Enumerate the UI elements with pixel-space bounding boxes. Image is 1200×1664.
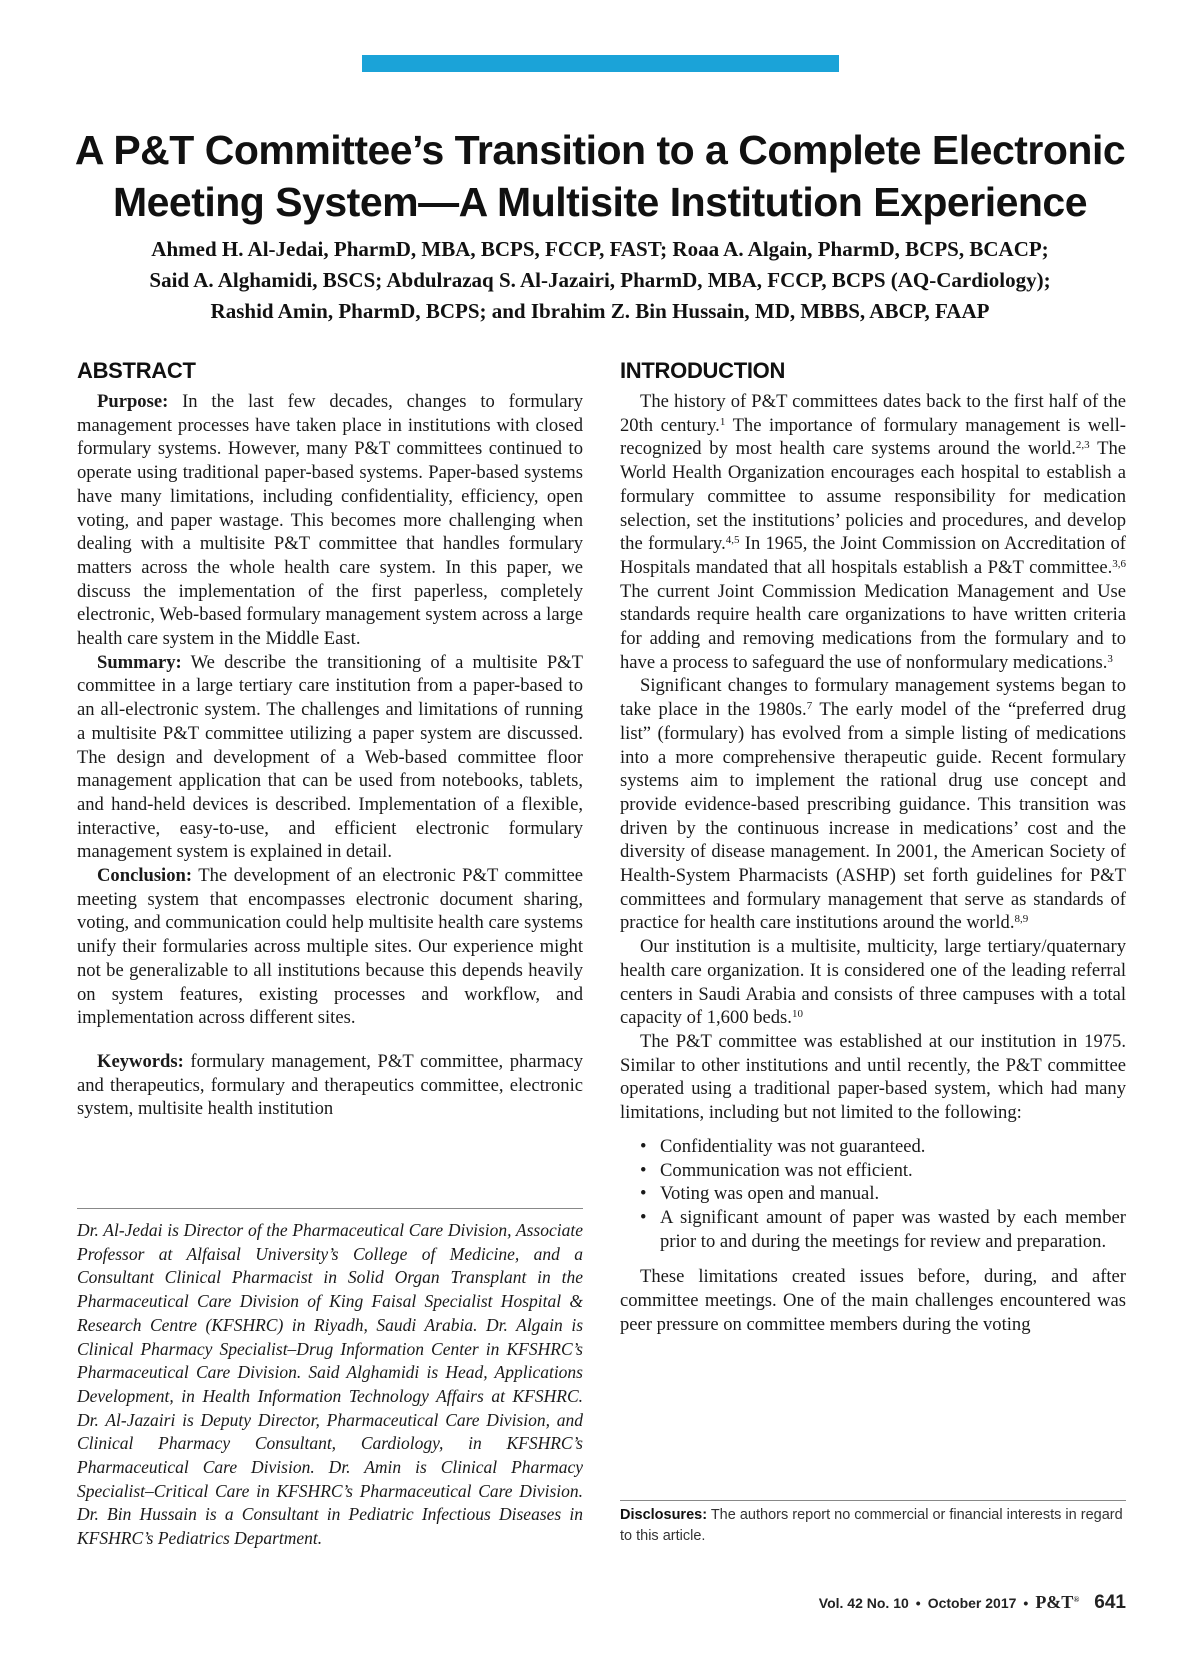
- intro-paragraph-5: These limitations created issues before, during, and after committee meetings. One of the main challenges encountered was peer pressure on committee members during the voting: [620, 1266, 1126, 1335]
- keywords-label: Keywords:: [97, 1050, 184, 1072]
- intro-paragraph-4: The P&T committee was established at our institution in 1975. Similar to other institutions and until recently, the P&T committee operated using a traditional paper-based system, which had many limitations, including but not limited to the following:: [620, 1030, 1126, 1124]
- title-line-2: Meeting System—A Multisite Institution Experience: [112, 179, 1088, 225]
- author-line-1: Ahmed H. Al-Jedai, PharmD, MBA, BCPS, FCCP, FAST; Roaa A. Algain, PharmD, BCPS, BCACP;: [151, 237, 1049, 261]
- list-item: • Communication was not efficient.: [640, 1159, 913, 1181]
- list-item: • Confidentiality was not guaranteed.: [640, 1135, 926, 1157]
- purpose-label: Purpose:: [97, 391, 169, 412]
- keywords-text: formulary management, P&T committee, pharmacy and therapeutics, formulary and therapeutics committee, electronic system, multisite health institution: [77, 1050, 584, 1120]
- disclosures-text: The authors report no commercial or financial interests in regard to this article.: [620, 1507, 1123, 1544]
- intro-paragraph-2: Significant changes to formulary management systems began to take place in the 1980s.$^7$ The early model of the “preferred drug list” (formulary) has evolved from a simple listing of medications into a more comprehensive therapeutic guide. Recent formulary systems aim to implement the rational drug use concept and provide evidence-based prescribing guidance. This transition was driven by the continuous increase in medications’ cost and the diversity of disease management. In 2001, the American Society of Health-System Pharmacists (ASHP) set forth guidelines for P&T committees and formulary management that serve as standards of practice for health care institutions around the world.$^{8,9}$: [620, 675, 1126, 934]
- footer-date: October 2017: [927, 1595, 1017, 1611]
- introduction-heading: INTRODUCTION: [620, 358, 786, 383]
- summary-label: Summary:: [97, 651, 182, 673]
- disclosures-label: Disclosures:: [620, 1507, 708, 1523]
- disclosures: [620, 1505, 1126, 1547]
- author-line-3: Rashid Amin, PharmD, BCPS; and Ibrahim Z. Bin Hussain, MD, MBBS, ABCP, FAAP: [210, 299, 990, 323]
- author-line-2: Said A. Alghamidi, BSCS; Abdulrazaq S. Al-Jazairi, PharmD, MBA, FCCP, BCPS (AQ-Cardiology);: [149, 268, 1051, 292]
- footer-separator: •: [915, 1595, 921, 1611]
- page-number: 641: [1094, 1592, 1126, 1613]
- footer-volume: Vol. 42 No. 10: [818, 1595, 909, 1611]
- footer-separator: •: [1023, 1595, 1029, 1611]
- summary-text: We describe the transitioning of a multisite P&T committee in a large tertiary care institution from a paper-based to an all-electronic system. The challenges and limitations of running a multisite P&T committee utilizing a paper system are discussed. The design and development of a Web-based committee floor management application that can be used from notebooks, tablets, and hand-held devices is described. Implementation of a flexible, interactive, easy-to-use, and efficient electronic formulary management system is explained in detail.: [77, 651, 583, 863]
- abstract-purpose: [77, 390, 583, 651]
- limitations-list: [620, 1135, 1126, 1254]
- purpose-text: In the last few decades, changes to formulary management processes have taken place in institutions with closed formulary systems. However, many P&T committees continued to operate using traditional paper-based systems. Paper-based systems have many limitations, including confidentiality, efficiency, open voting, and paper wastage. This becomes more challenging when dealing with a multisite P&T committee that handles formulary matters across the whole health care system. In this paper, we discuss the implementation of the first paperless, completely electronic, Web-based formulary management system across a large health care system in the Middle East.: [77, 391, 583, 650]
- bio-divider: [77, 1208, 583, 1209]
- abstract-summary: [77, 651, 583, 864]
- author-bio: Dr. Al-Jedai is Director of the Pharmaceutical Care Division, Associate Professor at Alfaisal University’s College of Medicine, and a Consultant Clinical Pharmacist in Solid Organ Transplant in the Pharmaceutical Care Division of King Faisal Specialist Hospital & Research Centre (KFSHRC) in Riyadh, Saudi Arabia. Dr. Algain is Clinical Pharmacy Specialist–Drug Information Center in KFSHRC’s Pharmaceutical Care Division. Said Alghamidi is Head, Applications Development, in Health Information Technology Affairs at KFSHRC. Dr. Al-Jazairi is Deputy Director, Pharmaceutical Care Division, and Clinical Pharmacy Consultant, Cardiology, in KFSHRC’s Pharmaceutical Care Division. Dr. Amin is Clinical Pharmacy Specialist–Critical Care in KFSHRC’s Pharmaceutical Care Division. Dr. Bin Hussain is a Consultant in Pediatric Infectious Diseases in KFSHRC’s Pediatrics Department.: [77, 1220, 583, 1549]
- abstract-column: [77, 358, 583, 1121]
- author-list: [40, 234, 1160, 327]
- list-item: • Voting was open and manual.: [640, 1183, 880, 1205]
- list-item: • A significant amount of paper was wasted by each member prior to and during the meetings for review and preparation.: [640, 1206, 1126, 1252]
- conclusion-label: Conclusion:: [97, 865, 193, 887]
- keywords: [77, 1050, 583, 1121]
- introduction-column: [620, 358, 1126, 1336]
- article-title: [40, 124, 1160, 228]
- disclosures-divider: [620, 1500, 1126, 1501]
- title-line-1: A P&T Committee’s Transition to a Complete Electronic: [74, 127, 1126, 173]
- intro-paragraph-3: Our institution is a multisite, multicity, large tertiary/quaternary health care organization. It is considered one of the leading referral centers in Saudi Arabia and consists of three campuses with a total capacity of 1,600 beds.$^{10}$: [620, 936, 1126, 1029]
- conclusion-text: The development of an electronic P&T committee meeting system that encompasses electronic document sharing, voting, and communication could help multisite health care systems unify their formularies across multiple sites. Our experience might not be generalizable to all institutions because this depends heavily on system features, existing processes and workflow, and implementation across different sites.: [77, 865, 584, 1029]
- intro-paragraph-1: The history of P&T committees dates back to the first half of the 20th century.$^1$ The importance of formulary management is well-recognized by most health care systems around the world.$^{2,3}$ The World Health Organization encourages each hospital to establish a formulary committee to assume responsibility for medication selection, set the institutions’ policies and procedures, and develop the formulary.$^{4,5}$ In 1965, the Joint Commission on Accreditation of Hospitals mandated that all hospitals establish a P&T committee.$^{3,6}$ The current Joint Commission Medication Management and Use standards require health care organizations to have written criteria for adding and removing medications from the formulary and to have a process to safeguard the use of nonformulary medications.$^3$: [620, 391, 1127, 673]
- page-footer: [819, 1592, 1126, 1614]
- journal-name: P&T®: [1035, 1592, 1080, 1612]
- top-accent-bar: [362, 55, 839, 72]
- abstract-conclusion: [77, 864, 583, 1030]
- abstract-heading: ABSTRACT: [77, 358, 196, 383]
